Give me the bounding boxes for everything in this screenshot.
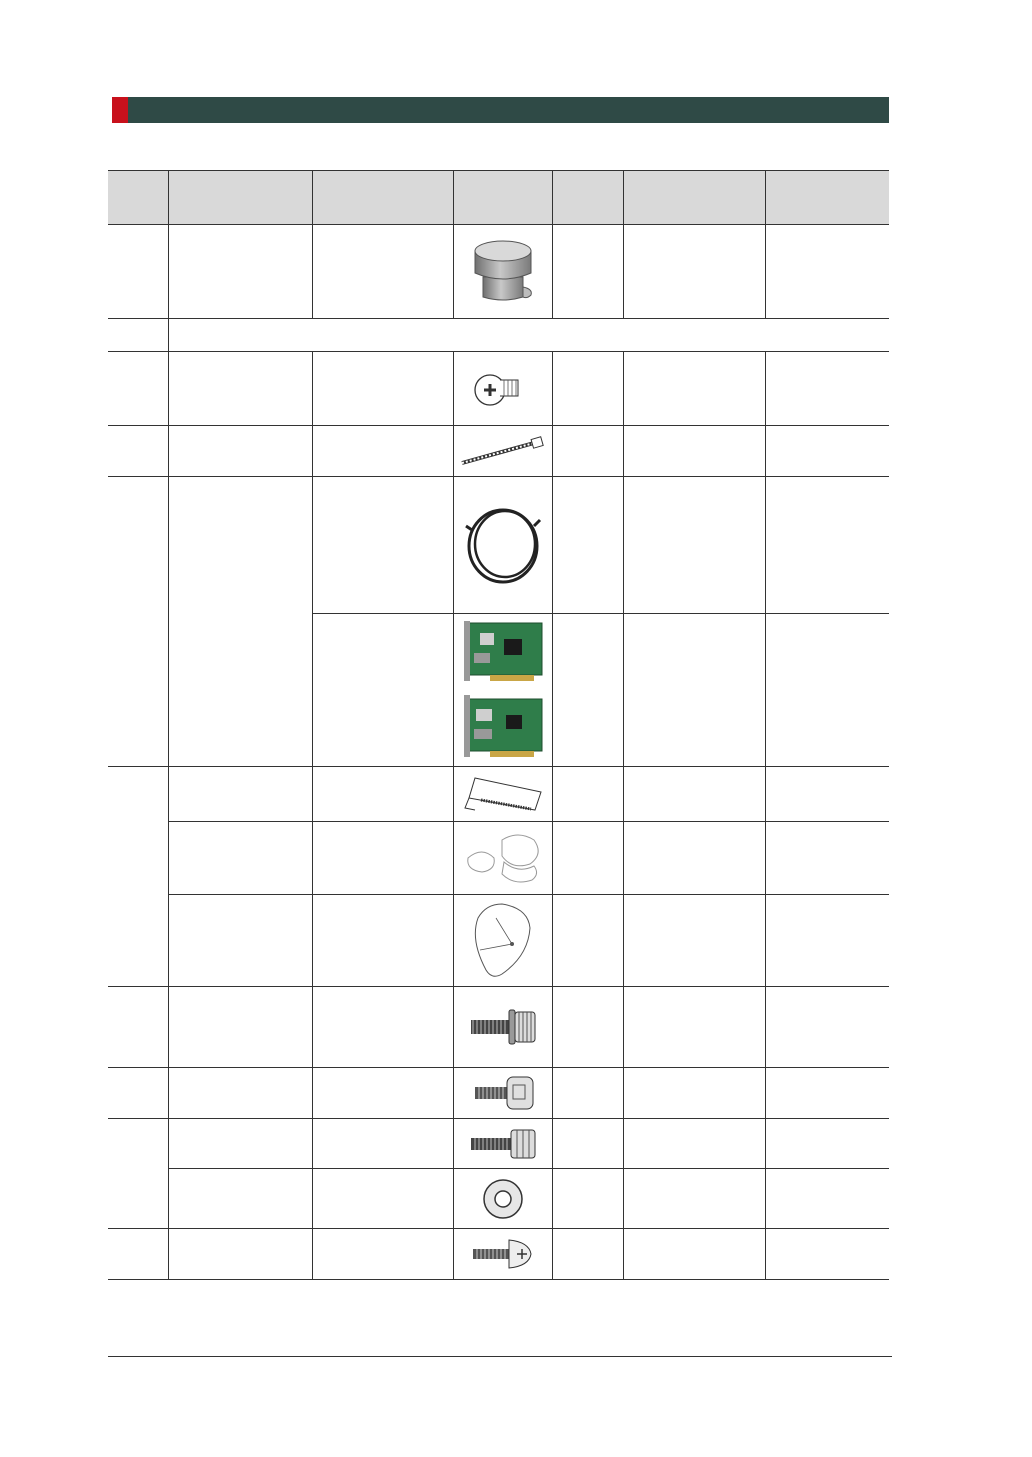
footer-divider [108,1356,892,1357]
part-image-cell [453,987,552,1068]
table-row [108,352,889,426]
socket-head-bolt-icon [465,1071,541,1115]
part-image-cell [453,1169,552,1229]
hygiene-covers-icon [458,828,548,888]
cylindrical-cap-icon [463,237,543,307]
long-screw-icon [458,431,548,471]
table-header-row [108,171,889,225]
header-cell-qty [552,171,623,225]
header-cell-part-no [312,171,453,225]
table-row [108,319,889,352]
round-head-screw-icon [465,1234,541,1274]
part-image-cell [453,225,552,319]
table-row [108,895,889,987]
washer-icon [478,1174,528,1224]
part-image-cell [453,1229,552,1280]
table-row [108,477,889,614]
part-image-cell [453,477,552,614]
socket-bolt-washer-icon [465,1004,541,1050]
header-cell-image [453,171,552,225]
coiled-cable-icon [460,500,546,590]
bite-block-plate-icon [461,772,545,816]
table-row [108,1229,889,1280]
header-cell-check [765,171,889,225]
section-banner [112,97,889,123]
header-cell-remark [623,171,765,225]
part-image-cell [453,426,552,477]
table-row [108,426,889,477]
part-image-cell [453,767,552,822]
table-row [108,1119,889,1169]
parts-table [108,170,889,1280]
table-row [108,987,889,1068]
phillips-flat-screw-icon [468,364,538,414]
pcie-cards-icon [460,619,546,761]
table-row [108,1068,889,1119]
table-row [108,1169,889,1229]
part-image-cell [453,895,552,987]
part-image-cell [453,614,552,767]
header-cell-item [168,171,312,225]
banner-accent-mark [112,97,128,123]
merged-note-cell [168,319,889,352]
part-image-cell [453,1119,552,1169]
part-image-cell [453,1068,552,1119]
chin-rest-icon [468,898,538,984]
part-image-cell [453,352,552,426]
socket-bolt-icon [465,1124,541,1164]
table-row [108,822,889,895]
part-image-cell [453,822,552,895]
header-cell-no [108,171,168,225]
table-row [108,767,889,822]
table-row [108,225,889,319]
